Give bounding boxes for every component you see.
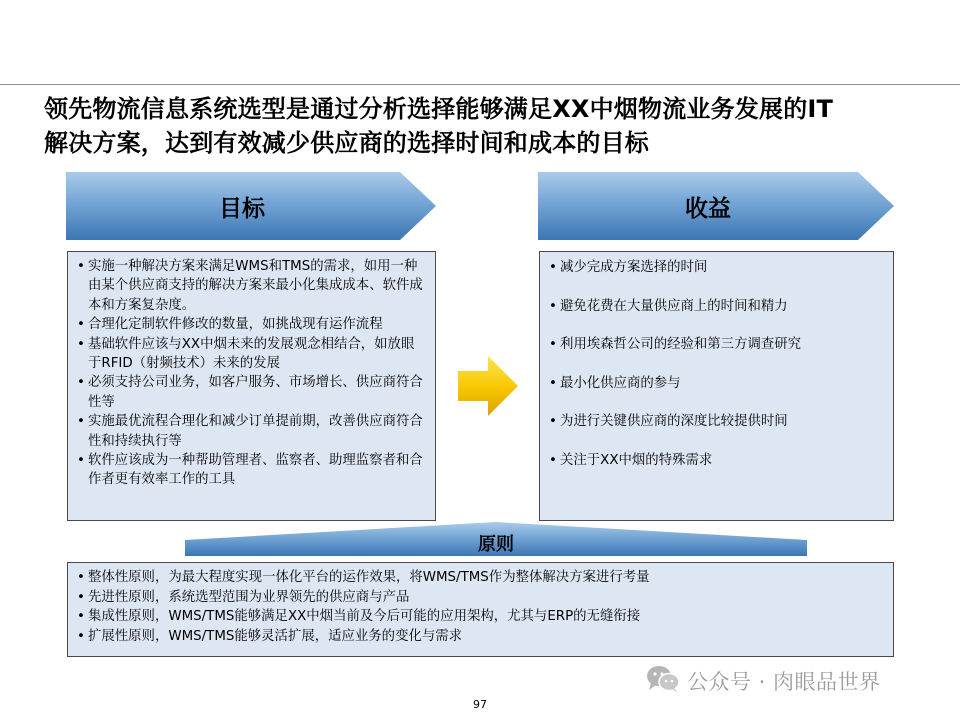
benefit-item: • 最小化供应商的参与 [546,374,885,393]
goal-item: • 必须支持公司业务，如客户服务、市场增长、供应商符合性等 [74,373,427,412]
principle-item: • 整体性原则，为最大程度实现一体化平台的运作效果，将WMS/TMS作为整体解决方案进行考量 [74,568,885,588]
goal-item: • 基础软件应该与XX中烟未来的发展观念相结合，如放眼于RFID（射频技术）未来的发展 [74,335,427,374]
right-arrow-icon [458,356,520,420]
benefit-item: • 利用埃森哲公司的经验和第三方调查研究 [546,335,885,354]
principles-box [67,562,894,657]
benefits-list [546,258,885,470]
principles-banner [185,522,807,558]
title-line-2: 解决方案，达到有效减少供应商的选择时间和成本的目标 [44,129,649,157]
goal-item: • 软件应该成为一种帮助管理者、监察者、助理监察者和合作者更有效率工作的工具 [74,451,427,490]
goal-item: • 实施一种解决方案来满足WMS和TMS的需求，如用一种由某个供应商支持的解决方案来最小化集成成本、软件成本和方案复杂度。 [74,257,427,315]
goals-banner [66,172,438,240]
benefits-heading: 收益 [685,196,731,222]
page-title [44,92,944,160]
benefit-item: • 关注于XX中烟的特殊需求 [546,451,885,470]
goals-heading: 目标 [219,196,265,222]
benefit-item: • 减少完成方案选择的时间 [546,258,885,277]
principles-heading: 原则 [478,534,514,555]
goal-item: • 合理化定制软件修改的数量，如挑战现有运作流程 [74,315,427,334]
watermark-text: 公众号 · 肉眼品世界 [687,670,881,694]
page-number: 97 [473,698,487,711]
title-line-1: 领先物流信息系统选型是通过分析选择能够满足XX中烟物流业务发展的IT [44,95,834,123]
top-rule [0,84,960,85]
goals-list [74,257,427,490]
benefits-banner [538,172,896,240]
benefits-box [539,251,894,521]
principle-item: • 集成性原则，WMS/TMS能够满足XX中烟当前及今后可能的应用架构，尤其与ERP的无缝衔接 [74,607,885,627]
benefit-item: • 避免花费在大量供应商上的时间和精力 [546,297,885,316]
benefit-item: • 为进行关键供应商的深度比较提供时间 [546,412,885,431]
wechat-icon [645,664,681,698]
watermark [645,664,945,698]
principle-item: • 扩展性原则，WMS/TMS能够灵活扩展，适应业务的变化与需求 [74,627,885,647]
goals-box [67,251,436,521]
goal-item: • 实施最优流程合理化和减少订单提前期，改善供应商符合性和持续执行等 [74,412,427,451]
principle-item: • 先进性原则，系统选型范围为业界领先的供应商与产品 [74,588,885,608]
principles-list [74,568,885,646]
